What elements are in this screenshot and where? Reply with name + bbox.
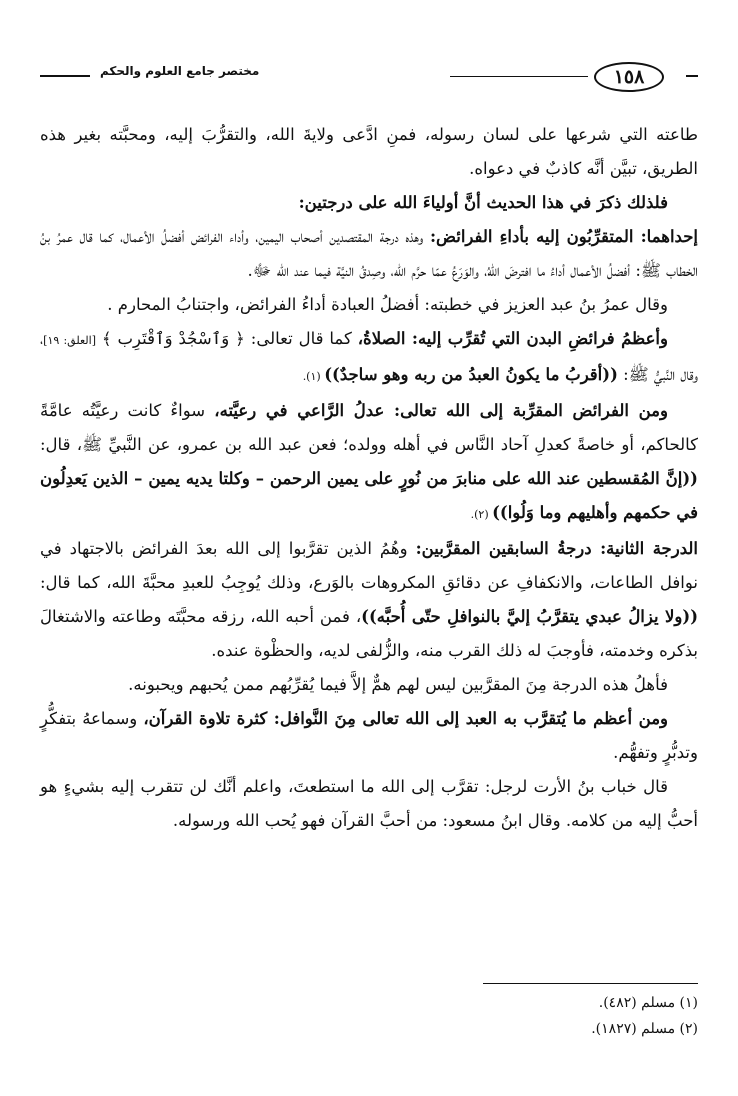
paragraph: قال خباب بنُ الأرت لرجل: تقرَّب إلى الله ما استطعتَ، واعلم أنَّك لن تتقرب إليه بشيءٍ هو أحبُّ إليه من كلامه. وقال ابنُ مسعود: من أحبَّ القرآن فهو يُحب الله ورسوله. [40,777,698,830]
hadith-quote: ((أقربُ ما يكونُ العبدُ من ربه وهو ساجدٌ)) [324,365,618,384]
hadith-quote: ((ولا يزالُ عبدي يتقرَّبُ إليَّ بالنوافلِ حتّى أُحبَّه)) [361,607,699,626]
paragraph: الدرجة الثانية: درجةُ السابقين المقرَّبين: وهُمُ الذين تقرَّبوا إلى الله بعدَ الفرائض بالاجتهاد في نوافل الطاعات، والانكفافِ عن دقائقِ المكروهات بالوَرع، وذلك يُوجِبُ للعبدِ محبَّةَ الله، كما قال: ((ولا يزالُ عبدي يتقرَّبُ إليَّ بالنوافلِ حتّى أُحبَّه))، فمن أحبه الله، رزقه محبَّتَه وطاعته والاشتغالَ بذكره وخدمته، فأوجبَ له ذلك القرب منه، والزُّلفى لديه، والحظْوة عنده. [40,539,699,660]
page-number: ١٥٨ [594,62,664,92]
paragraph: فلذلك ذكرَ في هذا الحديث أنَّ أولياءَ الله على درجتين: [298,193,668,212]
footnote-marker: (٢). [470,508,493,521]
footnote-rule [483,983,698,984]
paragraph: ومن الفرائض المقرِّبة إلى الله تعالى: عدلُ الرَّاعي في رعيَّته، سواءٌ كانت رعيَّتُه عامَّةً كالحاكم، أو خاصةً كعدلِ آحاد النَّاس في أهله وولده؛ فعن عبد الله بن عمرو، عن النَّبيِّ ﷺ، قال: ((إنَّ المُقسطين عند الله على منابرَ من نُورٍ على يمين الرحمن – وكلتا يديه يمين – الذين يَعدِلُون في حكمهم وأهليهم وما وَلُوا)) (٢). [40,401,698,522]
header-dash-left [40,75,90,77]
footnote-marker: (١). [302,370,325,383]
paragraph: وأعظمُ فرائضِ البدن التي تُقرِّب إليه: الصلاةُ، كما قال تعالى: ﴿ وَٱسْجُدْ وَٱقْتَرِب ﴾ [العلق: ١٩]، وقال النَّبيُّ ﷺ: ((أقربُ ما يكونُ العبدُ من ربه وهو ساجدٌ)) (١). [40,329,698,384]
page-body [40,118,698,838]
quran-reference: [العلق: ١٩] [43,334,96,347]
paragraph: طاعته التي شرعها على لسان رسوله، فمنِ ادَّعى ولايةَ الله، والتقرُّبَ إليه، ومحبَّته بغير هذه الطريق، تبيَّن أنَّه كاذبٌ في دعواه. [40,125,698,178]
page-header [40,58,698,94]
footnote: (٢) مسلم (١٨٢٧). [591,1021,698,1037]
book-title: مختصر جامع العلوم والحكم [100,64,260,78]
paragraph: ومن أعظم ما يُتقرَّب به العبد إلى الله تعالى مِنَ النَّوافل: كثرة تلاوة القرآن، وسماعهُ بتفكُّرٍ وتدبُّرٍ وتفهُّم. [40,709,698,762]
paragraph: إحداهما: المتقرِّبُون إليه بأداءِ الفرائض: وهذه درجة المقتصدين أصحاب اليمين، وأداء الفرائض أفضلُ الأعمال، كما قال عمرُ بنُ الخطاب ﷺ: أفضلُ الأعمال أداءُ ما افترضَ اللهُ، والوَرَعُ عمّا حرَّم الله، وصِدقُ النيَّة فيما عند الله ﷻ. [40,227,698,280]
paragraph: وقال عمرُ بنُ عبد العزيز في خطبته: أفضلُ العبادة أداءُ الفرائض، واجتنابُ المحارم . [107,295,668,314]
header-dash [686,75,698,77]
hadith-quote: ((إنَّ المُقسطين عند الله على منابرَ من نُورٍ على يمين الرحمن – وكلتا يديه يمين – الذين يَعدِلُون في حكمهم وأهليهم وما وَلُوا)) [40,469,698,522]
paragraph: فأهلُ هذه الدرجة مِنَ المقرَّبين ليس لهم همٌّ إلاَّ فيما يُقرِّبُهم ممن يُحبهم ويحبونه. [128,675,668,694]
footnotes [40,990,698,1042]
header-rule [450,76,588,77]
footnote: (١) مسلم (٤٨٢). [598,995,698,1011]
